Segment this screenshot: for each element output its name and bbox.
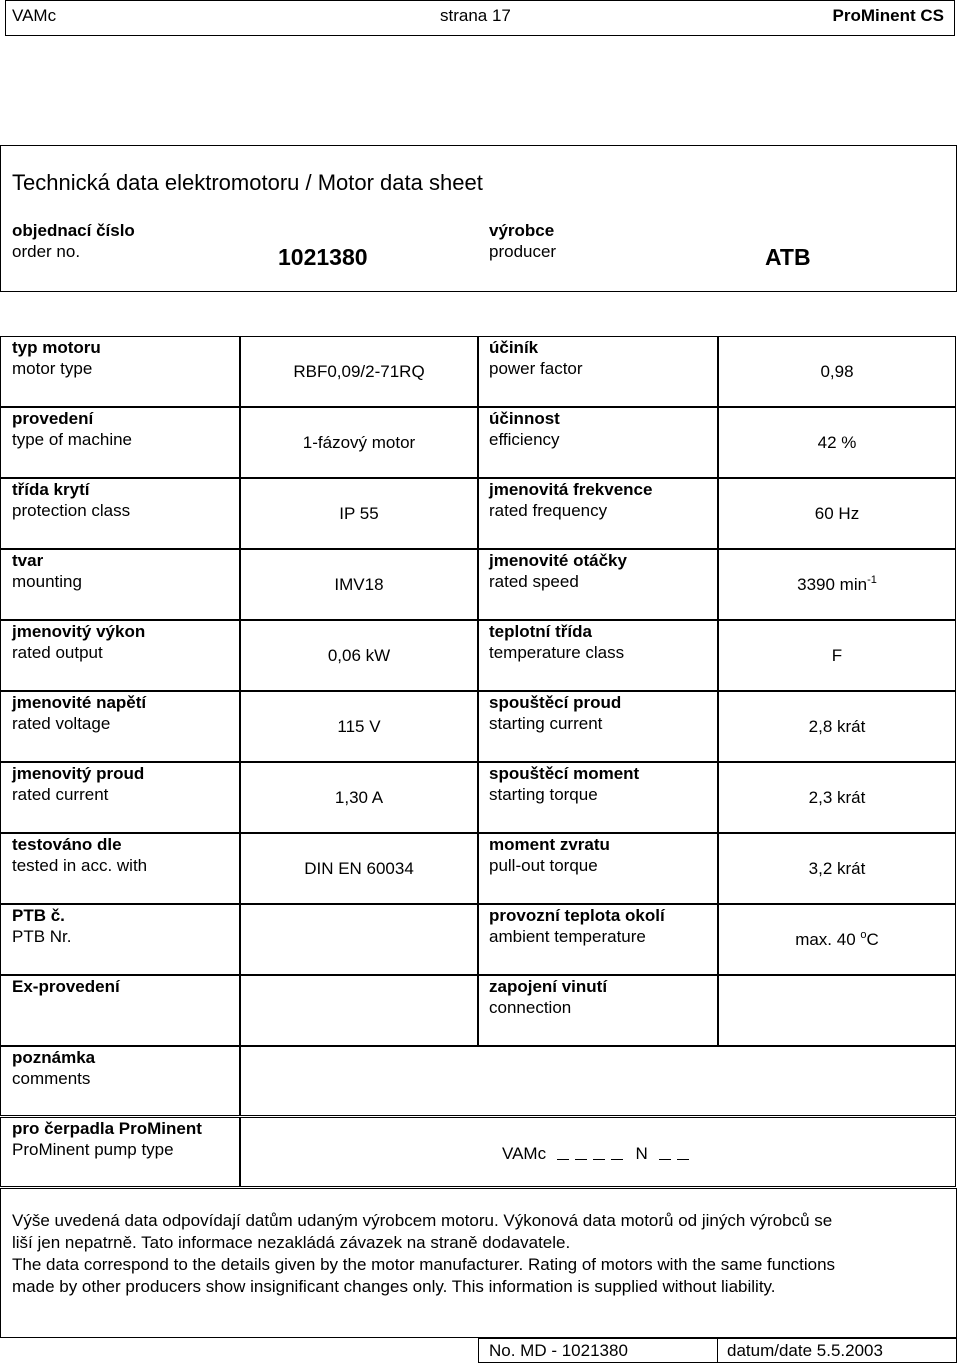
pump-label-en: ProMinent pump type [12, 1140, 174, 1159]
pump-label [12, 1118, 202, 1160]
left-row-value [240, 716, 478, 737]
right-row-value-text: 42 % [817, 433, 857, 452]
right-row-label [489, 337, 583, 379]
comments-label-en: comments [12, 1069, 91, 1088]
right-row-value-text: max. 40 [795, 930, 861, 949]
pump-type-value [502, 1143, 689, 1164]
right-row-value-text: 3390 min [797, 575, 868, 594]
right-row-value-text: 3,2 krát [808, 859, 866, 878]
order-number-value: 1021380 [278, 244, 368, 270]
order-number-label [12, 220, 135, 262]
left-row-value [240, 574, 478, 595]
left-row-label-cz: jmenovitý výkon [12, 622, 146, 641]
left-row-label-en: PTB Nr. [12, 927, 72, 946]
pump-label-cz: pro čerpadla ProMinent [12, 1119, 202, 1138]
left-value-cell [240, 975, 478, 1046]
left-row-value [240, 787, 478, 808]
right-row-label-en: starting torque [489, 785, 598, 804]
placeholder-underline [593, 1148, 605, 1160]
left-row-label [12, 337, 101, 379]
left-row-label-en: tested in acc. with [12, 856, 148, 875]
left-row-label-cz: testováno dle [12, 835, 122, 854]
left-row-label-en: protection class [12, 501, 131, 520]
left-row-label-en: type of machine [12, 430, 133, 449]
left-row-label-en: rated output [12, 643, 103, 662]
left-row-label [12, 479, 130, 521]
right-row-label-en: rated speed [489, 572, 579, 591]
left-row-label-cz: jmenovitý proud [12, 764, 145, 783]
placeholder-underline [575, 1148, 587, 1160]
left-row-label [12, 905, 72, 947]
left-row-label [12, 692, 146, 734]
left-row-label-en: mounting [12, 572, 82, 591]
left-row-value-text: DIN EN 60034 [304, 859, 414, 878]
order-label-cz: objednací číslo [12, 221, 135, 240]
right-row-label-cz: teplotní třída [489, 622, 592, 641]
right-row-label-cz: spouštěcí proud [489, 693, 622, 712]
note-cz-line-1: Výše uvedená data odpovídají datům udaným výrobcem motoru. Výkonová data motorů od jiných výrobců se [12, 1211, 833, 1230]
right-row-value-superscript: o [860, 929, 867, 941]
comments-value-cell [240, 1046, 956, 1116]
right-row-value-text: F [831, 646, 843, 665]
comments-label [12, 1047, 95, 1089]
right-row-label [489, 550, 627, 592]
left-row-label [12, 976, 120, 997]
note-en-line-1: The data correspond to the details given by the motor manufacturer. Rating of motors with the same functions [12, 1255, 836, 1274]
left-row-label [12, 408, 132, 450]
right-row-label-cz: spouštěcí moment [489, 764, 640, 783]
left-row-value [240, 361, 478, 382]
right-row-label-en: temperature class [489, 643, 625, 662]
footer-document-number: No. MD - 1021380 [489, 1341, 628, 1360]
disclaimer-notes [12, 1210, 952, 1298]
right-row-value [718, 361, 956, 382]
left-row-label-en: rated current [12, 785, 109, 804]
placeholder-underline [677, 1148, 689, 1160]
right-row-label-cz: jmenovité otáčky [489, 551, 627, 570]
left-value-cell [240, 904, 478, 975]
footer-date: datum/date 5.5.2003 [727, 1341, 883, 1360]
right-row-label-en: rated frequency [489, 501, 608, 520]
right-row-label-en: efficiency [489, 430, 560, 449]
left-row-value-text: 0,06 kW [327, 646, 391, 665]
right-row-label [489, 834, 610, 876]
right-row-value-text: 2,8 krát [808, 717, 866, 736]
left-row-label [12, 550, 82, 592]
left-row-label-cz: typ motoru [12, 338, 101, 357]
left-row-value-text: 115 V [337, 717, 381, 736]
right-row-value-text: 0,98 [820, 362, 854, 381]
pump-type-mid: N [635, 1144, 648, 1163]
left-row-label-cz: třída krytí [12, 480, 90, 499]
right-row-label [489, 763, 639, 805]
left-row-label-cz: Ex-provedení [12, 977, 120, 996]
left-row-label-en: rated voltage [12, 714, 111, 733]
right-row-value [718, 645, 956, 666]
left-row-value-text: RBF0,09/2-71RQ [293, 362, 425, 381]
right-row-label-en: pull-out torque [489, 856, 598, 875]
right-row-value [718, 503, 956, 524]
left-row-label [12, 834, 147, 876]
right-row-label-cz: účinnost [489, 409, 560, 428]
right-row-label-cz: moment zvratu [489, 835, 610, 854]
right-row-label [489, 905, 665, 947]
left-row-label [12, 621, 145, 663]
right-row-value-text: 60 Hz [814, 504, 860, 523]
placeholder-underline [611, 1148, 623, 1160]
producer-label-cz: výrobce [489, 221, 555, 240]
left-row-value [240, 858, 478, 879]
header-left: VAMc [12, 6, 57, 25]
left-row-label-cz: jmenovité napětí [12, 693, 147, 712]
right-row-label-cz: provozní teplota okolí [489, 906, 665, 925]
producer-label [489, 220, 556, 262]
pump-type-prefix: VAMc [502, 1144, 547, 1163]
right-row-label [489, 976, 607, 1018]
left-row-label-en: motor type [12, 359, 93, 378]
right-row-value-superscript: -1 [867, 574, 877, 586]
left-row-value [240, 503, 478, 524]
left-row-label-cz: provedení [12, 409, 94, 428]
comments-label-cz: poznámka [12, 1048, 96, 1067]
right-value-cell [718, 975, 956, 1046]
left-row-value-text: 1,30 A [334, 788, 384, 807]
header-company: ProMinent CS [832, 6, 944, 25]
right-row-label-en: ambient temperature [489, 927, 646, 946]
left-row-value-text: 1-fázový motor [302, 433, 416, 452]
note-cz-line-2: liší jen nepatrně. Tato informace nezakládá závazek na straně dodavatele. [12, 1233, 571, 1252]
producer-value: ATB [765, 244, 811, 270]
right-row-label-cz: účiník [489, 338, 539, 357]
left-row-value-text: IMV18 [334, 575, 384, 594]
left-row-label-cz: tvar [12, 551, 44, 570]
right-row-label [489, 692, 621, 734]
order-label-en: order no. [12, 242, 81, 261]
producer-label-en: producer [489, 242, 557, 261]
right-row-value [718, 716, 956, 737]
header-page-number: strana 17 [440, 6, 511, 25]
right-row-value-suffix: C [866, 930, 879, 949]
right-row-label-cz: zapojení vinutí [489, 977, 608, 996]
right-row-value [718, 858, 956, 879]
placeholder-underline [557, 1148, 569, 1160]
note-en-line-2: made by other producers show insignificant changes only. This information is supplied without liability. [12, 1277, 776, 1296]
right-row-label-en: connection [489, 998, 572, 1017]
right-row-label-cz: jmenovitá frekvence [489, 480, 653, 499]
placeholder-underline [659, 1148, 671, 1160]
right-row-label [489, 621, 624, 663]
title-block [0, 145, 957, 292]
left-row-label [12, 763, 144, 805]
right-row-label-en: power factor [489, 359, 583, 378]
left-row-value [240, 645, 478, 666]
right-row-value [718, 787, 956, 808]
right-row-value [718, 929, 956, 950]
left-row-value-text: IP 55 [339, 504, 379, 523]
right-row-label [489, 408, 560, 450]
right-row-label-en: starting current [489, 714, 603, 733]
right-row-value [718, 574, 956, 595]
right-row-value [718, 432, 956, 453]
document-title: Technická data elektromotoru / Motor data sheet [12, 170, 483, 195]
right-row-label [489, 479, 652, 521]
right-row-value-text: 2,3 krát [808, 788, 866, 807]
left-row-label-cz: PTB č. [12, 906, 65, 925]
left-row-value [240, 432, 478, 453]
